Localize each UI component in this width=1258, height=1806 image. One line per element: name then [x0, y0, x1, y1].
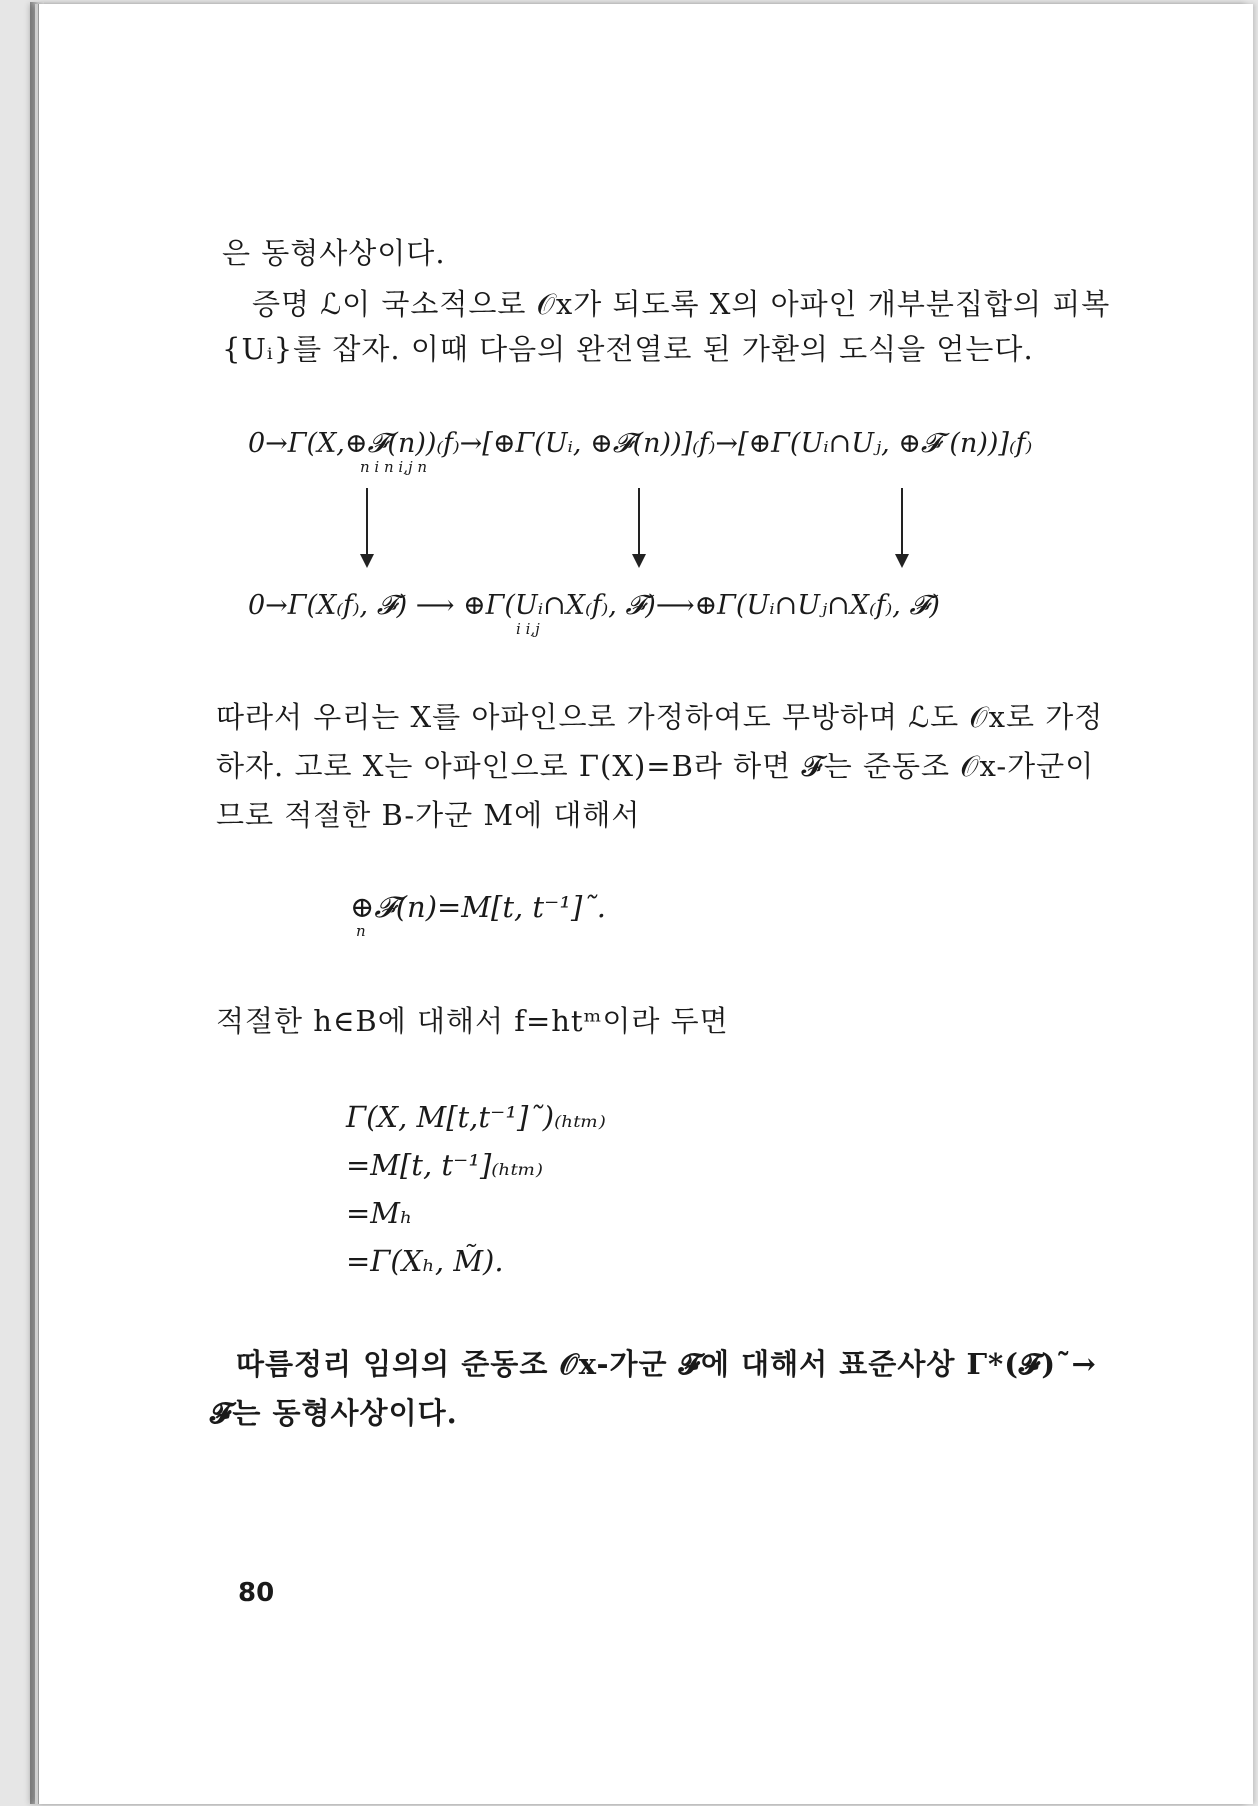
page-number: 80	[238, 1578, 275, 1608]
diagram-bottom-row: 0→Γ(X₍f₎, 𝓕) ⟶ ⊕Γ(Uᵢ∩X₍f₎, 𝓕)⟶⊕Γ(Uᵢ∩Uⱼ∩X₍f₎, 𝓕)	[248, 590, 940, 621]
vertical-arrow-2	[638, 488, 640, 566]
corollary-line-1: 따름정리 임의의 준동조 𝒪x-가군 𝓕에 대해서 표준사상 Γ*(𝓕)˜→	[236, 1347, 1097, 1381]
para2-line-2: 하자. 고로 X는 아파인으로 Γ(X)=B라 하면 𝓕는 준동조 𝒪x-가군이	[216, 749, 1095, 783]
para3: 적절한 h∈B에 대해서 f=htᵐ이라 두면	[216, 1004, 729, 1038]
para2-line-1: 따라서 우리는 X를 아파인으로 가정하여도 무방하며 ℒ도 𝒪x로 가정	[216, 700, 1104, 734]
vertical-arrow-3	[901, 488, 903, 566]
equation-1-subscript: n	[356, 922, 366, 940]
equation-1: ⊕𝓕(n)=M[t, t⁻¹]˜.	[350, 890, 607, 924]
para2-line-3: 므로 적절한 B-가군 M에 대해서	[216, 798, 641, 832]
equation-2-line-1: Γ(X, M[t,t⁻¹]˜)₍ₕₜₘ₎	[346, 1100, 606, 1134]
proof-line-2: {Uᵢ}를 잡자. 이때 다음의 완전열로 된 가환의 도식을 얻는다.	[222, 332, 1034, 366]
equation-2-line-2: =M[t, t⁻¹]₍ₕₜₘ₎	[346, 1148, 544, 1182]
text-line-1: 은 동형사상이다.	[222, 236, 446, 270]
book-page	[38, 4, 1253, 1804]
diagram-top-subscripts: n i n i,j n	[360, 458, 428, 476]
diagram-bottom-subscripts: i i,j	[516, 620, 540, 638]
corollary-line-2: 𝓕는 동형사상이다.	[210, 1396, 458, 1430]
diagram-top-row: 0→Γ(X,⊕𝓕(n))₍f₎→[⊕Γ(Uᵢ, ⊕𝓕(n))]₍f₎→[⊕Γ(Uᵢ∩Uⱼ, ⊕𝓕 (n))]₍f₎	[248, 428, 1033, 459]
proof-line-1: 증명 ℒ이 국소적으로 𝒪x가 되도록 X의 아파인 개부분집합의 피복	[252, 287, 1111, 321]
equation-2-line-4: =Γ(Xₕ, M̃).	[346, 1244, 504, 1278]
vertical-arrow-1	[366, 488, 368, 566]
equation-2-line-3: =Mₕ	[346, 1196, 413, 1230]
